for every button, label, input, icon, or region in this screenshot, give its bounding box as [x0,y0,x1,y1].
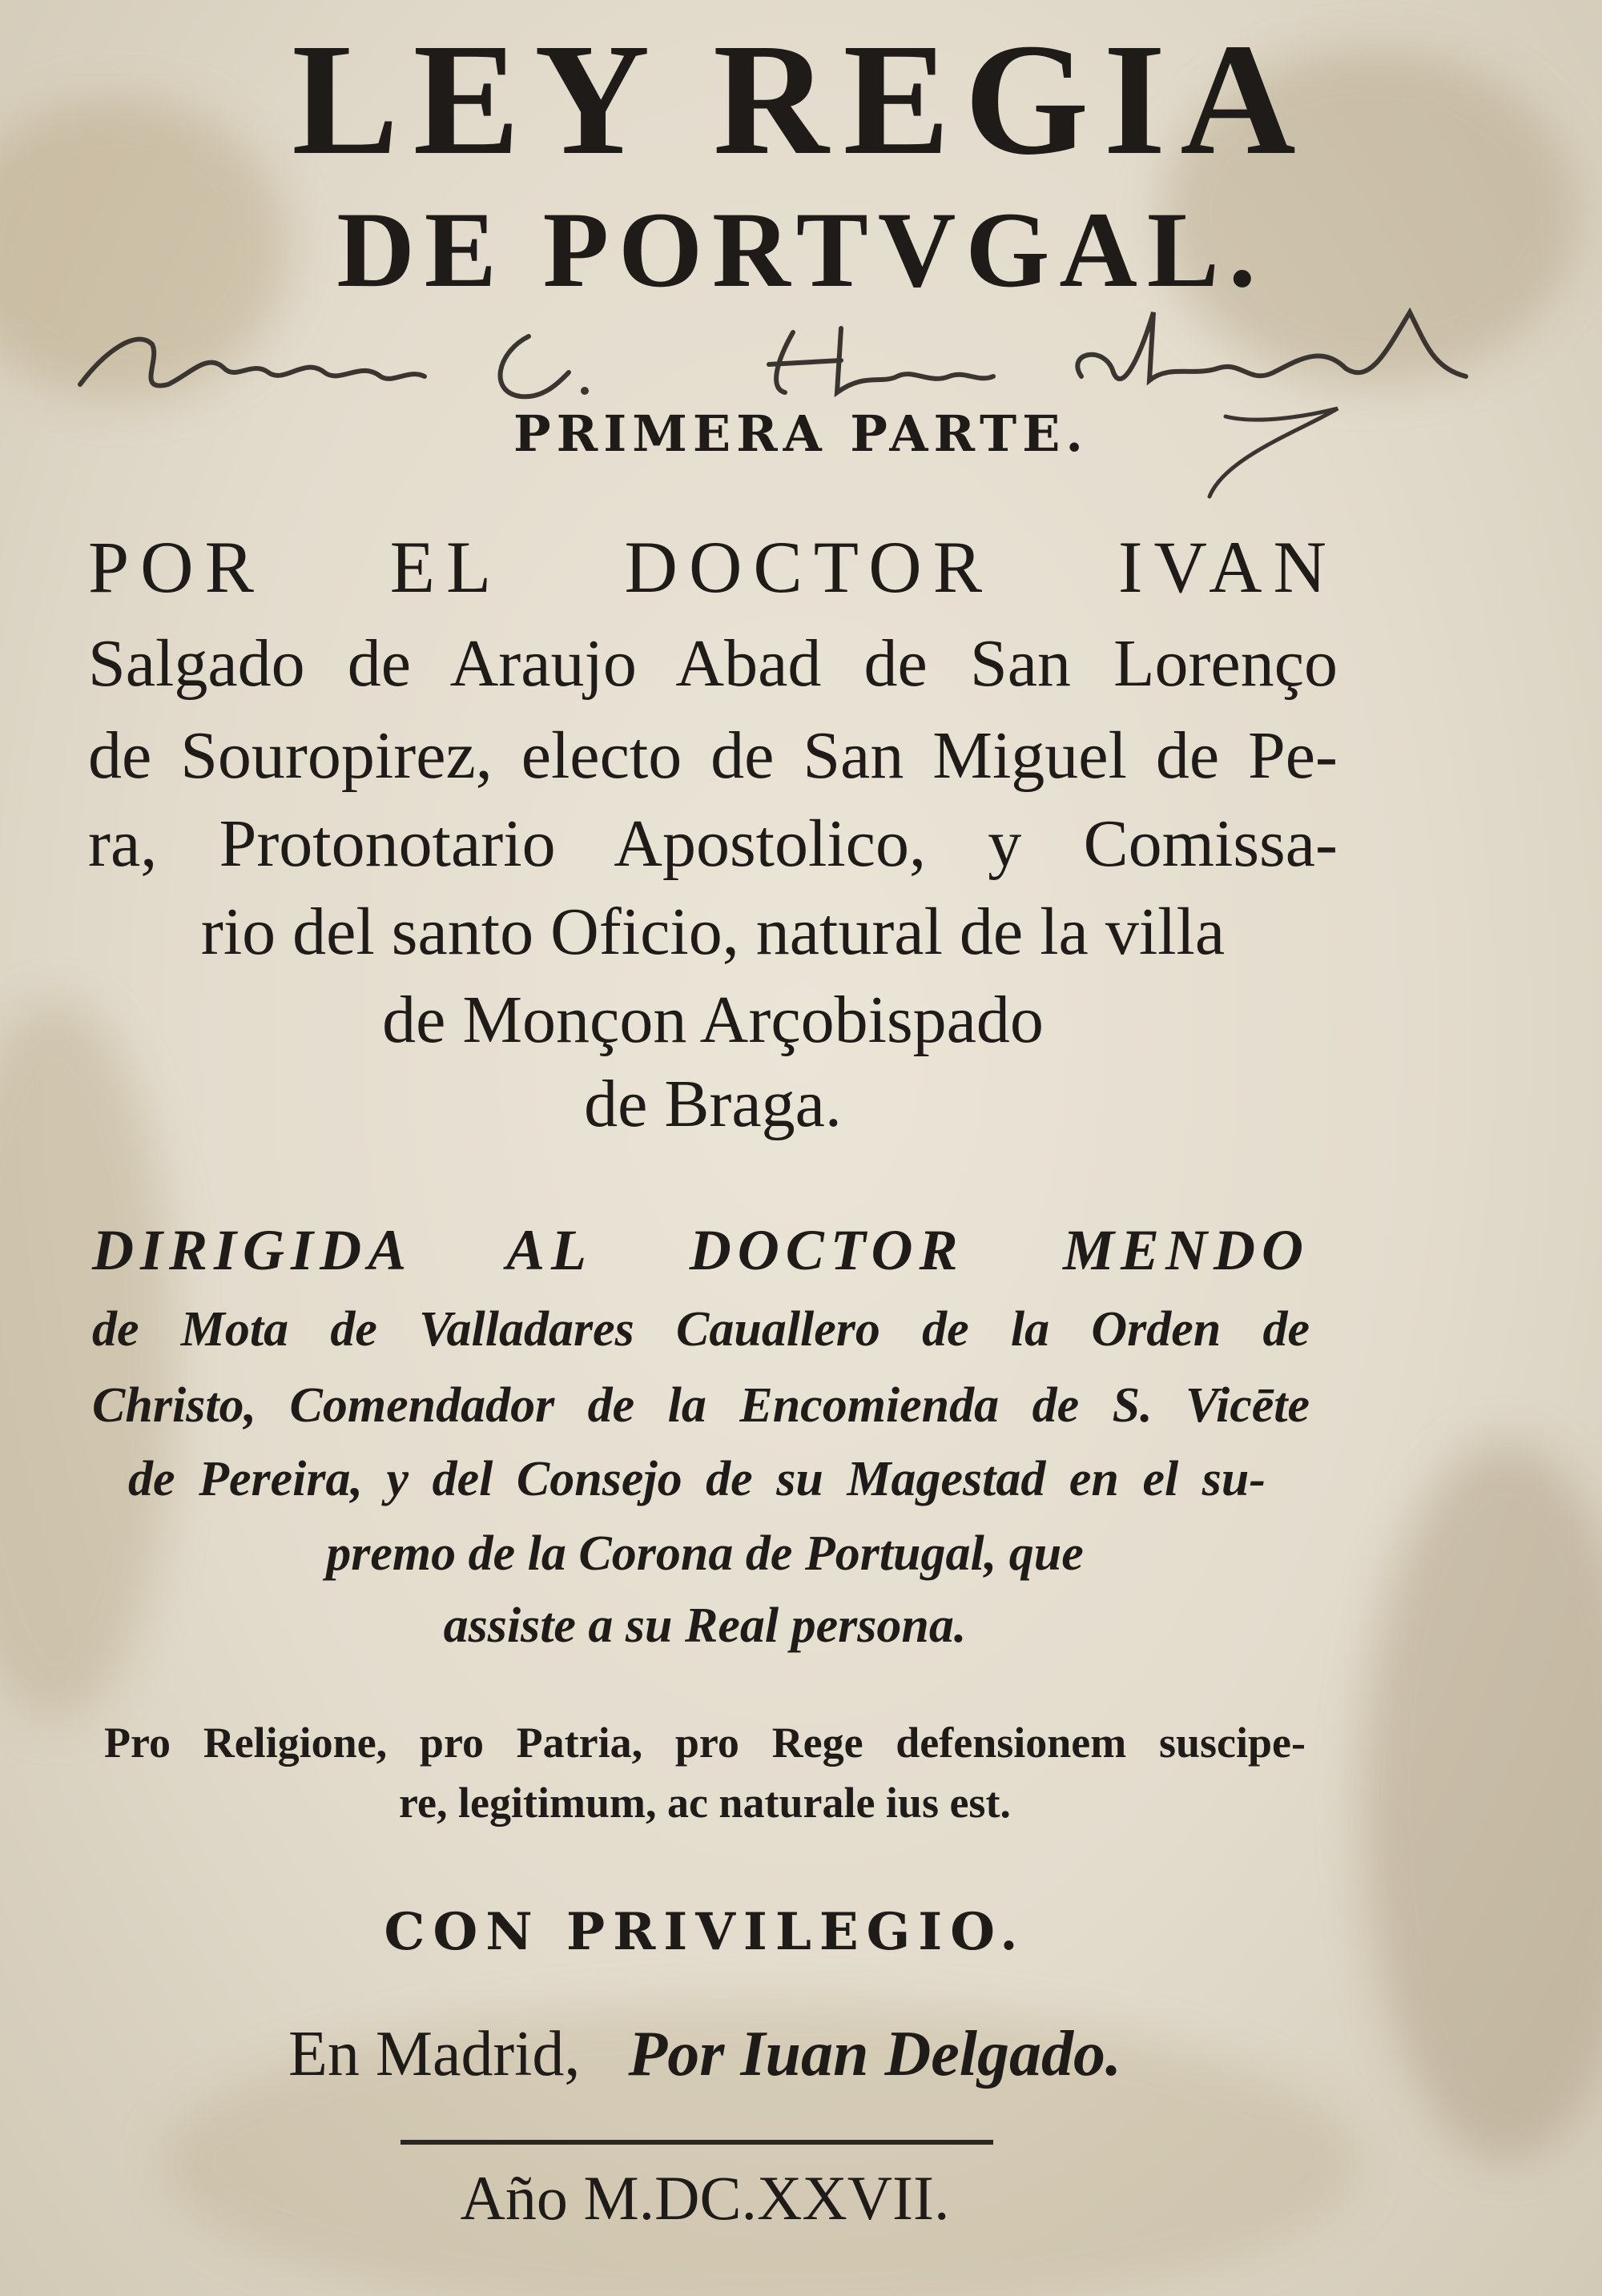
dedication-line: assiste a su Real persona. [443,1598,967,1653]
author-line: de Monçon Arçobispado [382,983,1044,1057]
author-line: ra, Protonotario Apostolico, y Comissa- [88,806,1338,881]
motto-line: re, legitimum, ac naturale ius est. [399,1779,1011,1827]
imprint-place: En Madrid, [288,2019,581,2089]
imprint-printer: Por Iuan Delgado. [628,2019,1121,2089]
title-line-1: LEY REGIA [292,11,1310,188]
author-line: Salgado de Araujo Abad de San Lorenço [88,626,1338,701]
subtitle: PRIMERA PARTE. [513,404,1089,463]
privilege-notice: CON PRIVILEGIO. [384,1902,1026,1962]
title-line-2: DE PORTVGAL. [336,191,1266,310]
author-line: de Braga. [584,1067,842,1141]
author-line: rio del santo Oficio, natural de la villa [200,895,1226,969]
dedication-line: Christo, Comendador de la Encomienda de S. Vicēte [92,1378,1310,1433]
divider-rule [400,2140,993,2145]
dedication-heading: DIRIGIDA AL DOCTOR MENDO [92,1218,1310,1282]
publication-date: Año M.DC.XXVII. [460,2163,950,2233]
imprint [0,2018,1410,2091]
dedication-line: de Pereira, y del Consejo de su Magestad en el su- [128,1452,1266,1506]
author-heading: POR EL DOCTOR IVAN [88,526,1338,608]
author-line: de Souropirez, electo de San Miguel de Pe- [88,718,1338,793]
dedication-line: de Mota de Valladares Cauallero de la Orden de [92,1302,1310,1357]
dedication-line: premo de la Corona de Portugal, que [326,1526,1084,1581]
motto-line: Pro Religione, pro Patria, pro Rege defensionem suscipe- [104,1719,1306,1767]
